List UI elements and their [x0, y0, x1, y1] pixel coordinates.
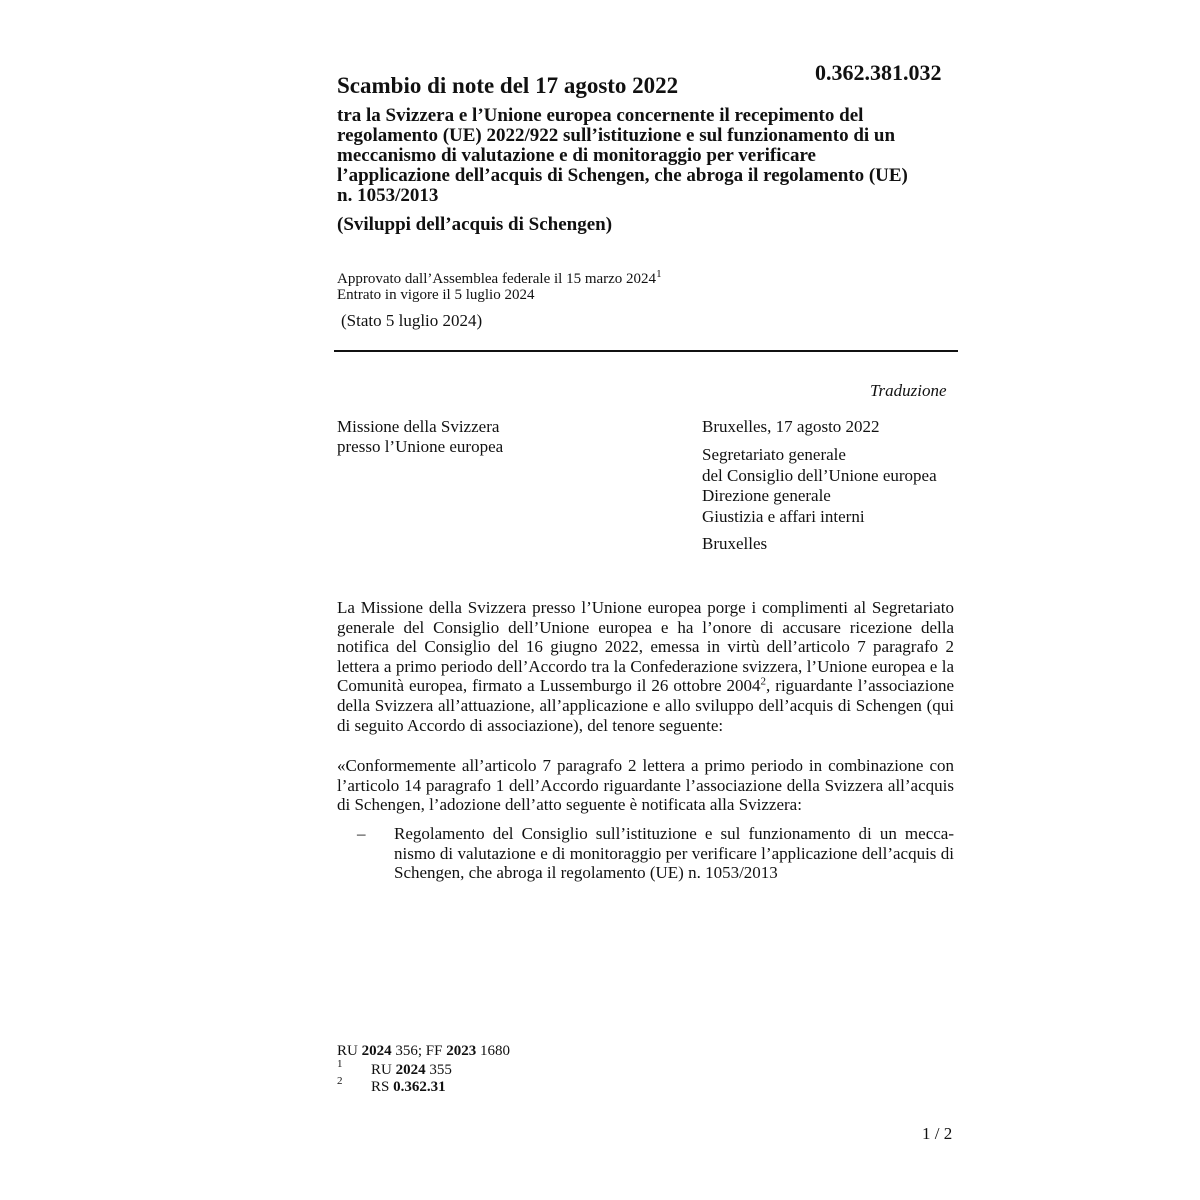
body-paragraph: [337, 598, 954, 735]
footnote-text: 356; FF: [391, 1043, 447, 1059]
paragraph-text: , riguardante l’associazione della Svizzera all’attuazione, all’applicazione e allo sviluppo dell’acquis di Schengen (qui di seguito Accordo di associazione), del tenore seguente:: [337, 676, 954, 735]
footnote-main: [337, 1043, 510, 1060]
footnote-ref-1[interactable]: 1: [656, 268, 662, 280]
footnote-1: [371, 1062, 452, 1079]
footnote-number: 2: [337, 1075, 343, 1087]
footnote-number: 1: [337, 1058, 343, 1070]
entry-into-force: Entrato in vigore il 5 luglio 2024: [337, 287, 535, 303]
footnote-year: 2023: [446, 1043, 477, 1059]
recipient-city: Bruxelles: [702, 534, 768, 553]
footnote-text: 1680: [476, 1043, 510, 1059]
page-number: 1 / 2: [922, 1124, 953, 1143]
subtitle-line: n. 1053/2013: [337, 185, 439, 206]
place-date: Bruxelles, 17 agosto 2022: [702, 417, 880, 436]
schengen-note: (Sviluppi dell’acquis di Schengen): [337, 214, 613, 235]
subtitle-line: meccanismo di valutazione e di monitoraggio per verificare: [337, 145, 816, 166]
subtitle-line: l’applicazione dell’acquis di Schengen, che abroga il regolamento (UE): [337, 165, 908, 186]
document-number: 0.362.381.032: [815, 60, 942, 85]
recipient-line: Giustizia e affari interni: [702, 506, 865, 526]
recipient-line: Direzione generale: [702, 486, 831, 505]
translation-label: Traduzione: [870, 381, 947, 400]
footnote-text: RU: [371, 1062, 396, 1078]
approval-date: [337, 268, 662, 288]
approval-text: Approvato dall’Assemblea federale il 15 marzo 2024: [337, 271, 657, 287]
document-subtitle: [337, 106, 962, 206]
header-divider: [334, 350, 958, 352]
footnote-year: 2024: [361, 1043, 392, 1059]
subtitle-line: regolamento (UE) 2022/922 sull’istituzione e sul funzionamento di un: [337, 125, 896, 146]
sender-address: [337, 417, 503, 457]
recipient-address: [702, 445, 937, 527]
sender-line: Missione della Svizzera: [337, 417, 500, 436]
paragraph-text: La Missione della Svizzera presso l’Unione europea porge i complimenti al Segretariato generale del Consiglio dell’Unione europea e ha l’onore di accusare ricezione della notifica del Consiglio del 16 giugno 2022, emessa in virtù dell’articolo 7 paragrafo 2 lettera a primo periodo dell’Accordo tra la Confederazione svizzera, l’Unione europea e la Comunità europea, firmato a Lussemburgo il 26 ottobre 2004: [337, 598, 954, 696]
footnote-ref-number: 0.362.31: [393, 1079, 446, 1095]
footnote-year: 2024: [395, 1062, 426, 1078]
recipient-line: Segretariato generale: [702, 445, 846, 464]
subtitle-line: tra la Svizzera e l’Unione europea concernente il recepimento del: [337, 105, 864, 126]
footnote-text: RU: [337, 1043, 362, 1059]
list-item: Regolamento del Consiglio sull’istituzione e sul funzionamento di un meccanismo di valutazione e di monitoraggio per verificare l’applicazione dell’acquis di Schengen, che abroga il regolamento (UE) n. 1053/2013: [394, 824, 954, 883]
footnote-2: [371, 1079, 446, 1096]
list-bullet: –: [357, 824, 366, 843]
footnote-text: 355: [425, 1062, 452, 1078]
recipient-line: del Consiglio dell’Unione europea: [702, 465, 937, 485]
footnote-ref-2[interactable]: 2: [760, 675, 767, 688]
body-paragraph: «Conformemente all’articolo 7 paragrafo 2 lettera a primo periodo in combinazione con l’articolo 14 paragrafo 1 dell’Accordo riguardante l’associazione della Svizzera all’acquis di Schengen, l’adozione dell’atto seguente è notificata alla Svizzera:: [337, 756, 954, 815]
footnote-text: RS: [371, 1079, 394, 1095]
sender-line: presso l’Unione europea: [337, 437, 504, 456]
page-title: Scambio di note del 17 agosto 2022: [337, 73, 679, 98]
status-date: (Stato 5 luglio 2024): [341, 311, 483, 330]
